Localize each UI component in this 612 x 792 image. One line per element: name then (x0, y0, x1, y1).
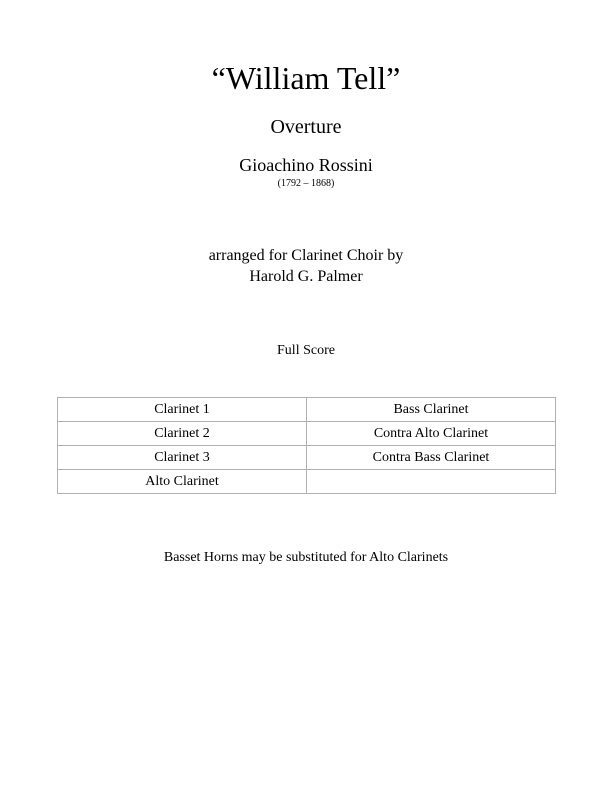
instrumentation-table (57, 397, 556, 494)
score-type: Full Score (277, 343, 335, 358)
composer-dates: (1792 – 1868) (277, 178, 335, 189)
table-row (58, 422, 556, 446)
composer-name: Gioachino Rossini (239, 155, 373, 175)
table-cell: Contra Alto Clarinet (307, 422, 556, 446)
substitution-note: Basset Horns may be substituted for Alto Clarinets (163, 550, 449, 565)
table-row (58, 470, 556, 494)
table-cell (307, 470, 556, 494)
table-cell: Alto Clarinet (58, 470, 307, 494)
table-cell: Clarinet 3 (58, 446, 307, 470)
piece-subtitle: Overture (270, 116, 342, 138)
table-row (58, 398, 556, 422)
arranger-name: Harold G. Palmer (249, 268, 363, 285)
arrangement-line: arranged for Clarinet Choir by (208, 247, 404, 264)
table-cell: Clarinet 1 (58, 398, 307, 422)
table-cell: Contra Bass Clarinet (307, 446, 556, 470)
table-cell: Clarinet 2 (58, 422, 307, 446)
piece-title: “William Tell” (211, 60, 401, 96)
table-cell: Bass Clarinet (307, 398, 556, 422)
table-row (58, 446, 556, 470)
